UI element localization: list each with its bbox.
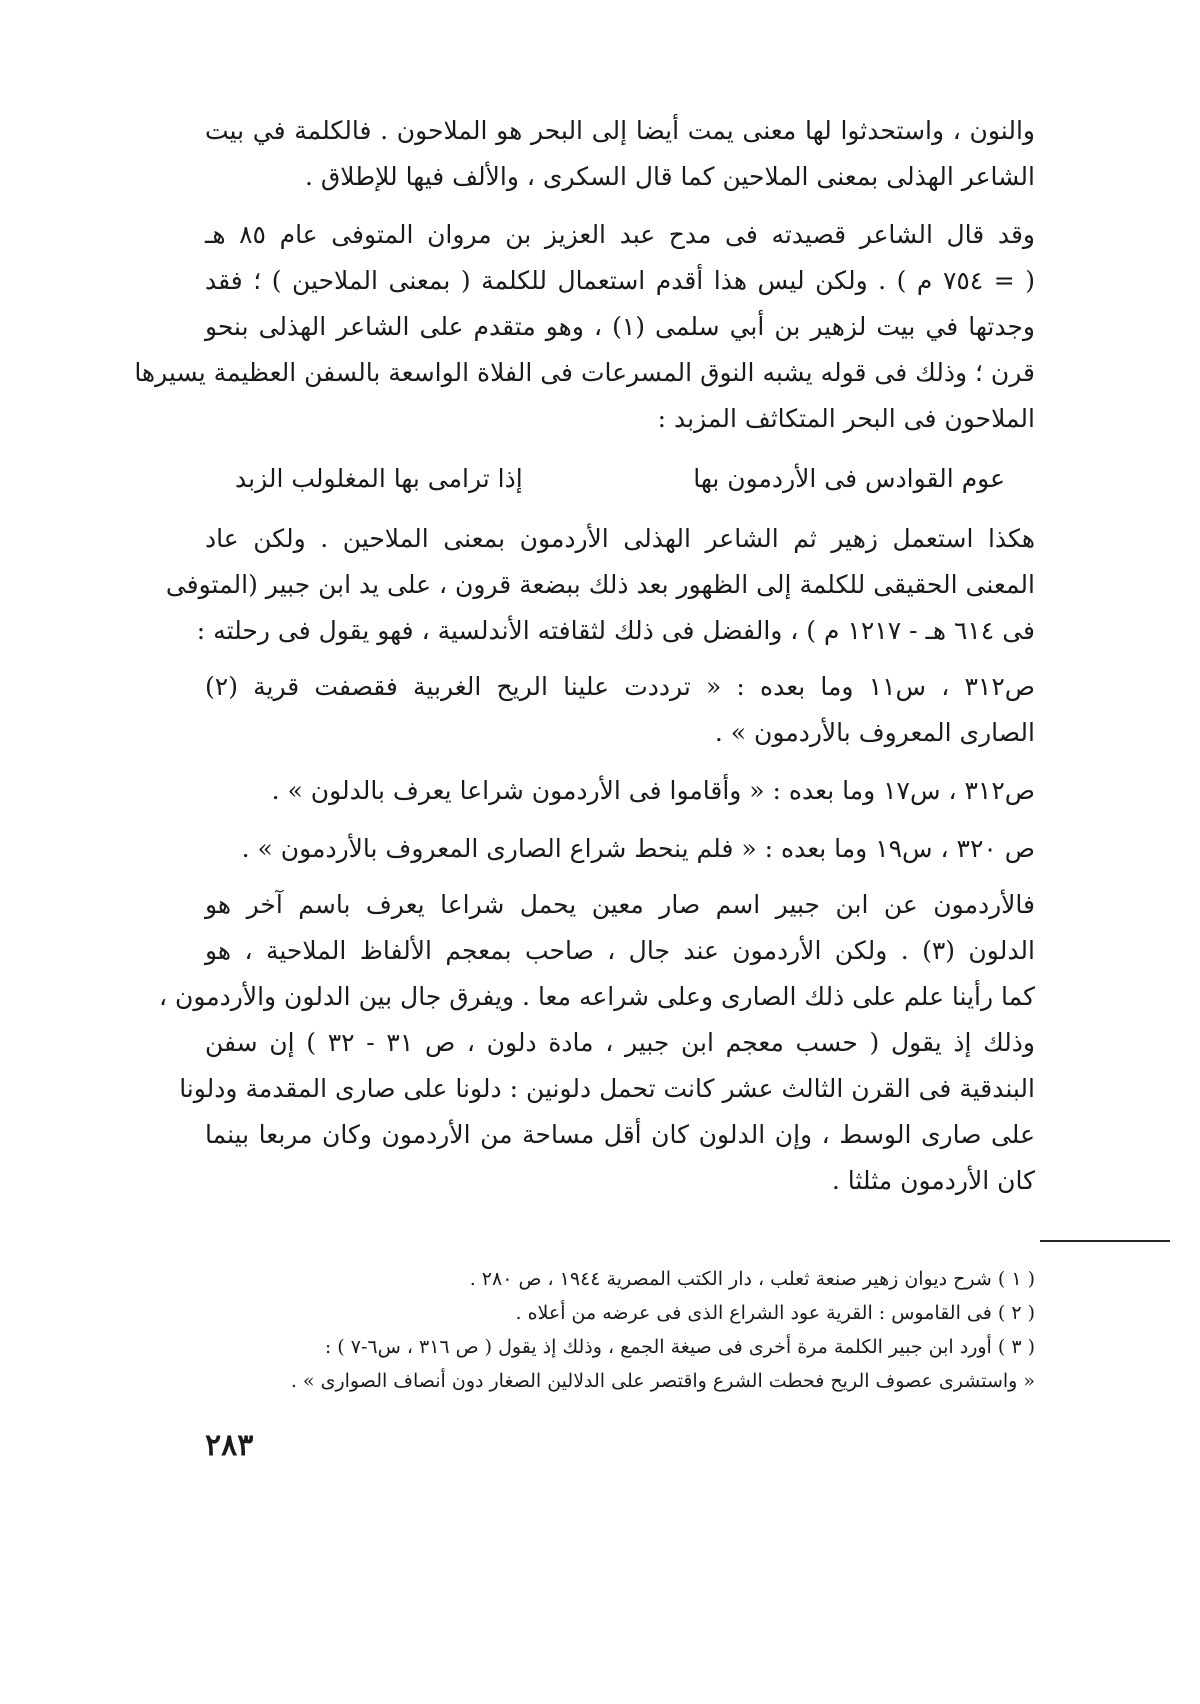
text-line: فى ٦١٤ هـ - ١٢١٧ م ) ، والفضل فى ذلك لثقافته الأندلسية ، فهو يقول فى رحلته : (196, 616, 1035, 645)
footnotes (205, 1262, 1035, 1398)
text-line: الدلون (٣) . ولكن الأردمون عند جال ، صاحب بمعجم الألفاظ الملاحية ، هو (205, 936, 1035, 965)
text-line: ص ٣٢٠ ، س١٩ وما بعده : « فلم ينحط شراع الصارى المعروف بالأردمون » . (241, 834, 1035, 863)
footnote-3-continuation: « واستشرى عصوف الريح فحطت الشرع واقتصر على الدلالين الصغار دون أنصاف الصوارى » . (290, 1370, 1035, 1392)
text-line: كما رأينا علم على ذلك الصارى وعلى شراعه معا . ويفرق جال بين الدلون والأردمون ، (158, 982, 1035, 1011)
verse-second-hemistich: إذا ترامى بها المغلولب الزبد (235, 464, 523, 493)
text-line: الصارى المعروف بالأردمون » . (714, 718, 1035, 747)
text-line: المعنى الحقيقى للكلمة إلى الظهور بعد ذلك ببضعة قرون ، على يد ابن جبير (المتوفى (165, 570, 1035, 599)
text-line: فالأردمون عن ابن جبير اسم صار معين يحمل شراعا يعرف باسم آخر هو (205, 890, 1035, 919)
paragraph-1 (205, 108, 1035, 200)
text-line: البندقية فى القرن الثالث عشر كانت تحمل دلونين : دلونا على صارى المقدمة ودلونا (179, 1074, 1035, 1103)
footnote-3: ( ٣ ) أورد ابن جبير الكلمة مرة أخرى فى صيغة الجمع ، وذلك إذ يقول ( ص ٣١٦ ، س٦-٧ ) : (324, 1336, 1035, 1358)
text-line: ص٣١٢ ، س١١ وما بعده : « ترددت علينا الريح الغربية فقصفت قرية (٢) (205, 672, 1036, 701)
paragraph-4 (158, 882, 1035, 1204)
text-line: الشاعر الهذلى بمعنى الملاحين كما قال السكرى ، والألف فيها للإطلاق . (305, 162, 1035, 191)
page-number: ٢٨٣ (205, 1428, 254, 1463)
text-line: ( = ٧٥٤ م ) . ولكن ليس هذا أقدم استعمال للكلمة ( بمعنى الملاحين ) ؛ فقد (205, 266, 1035, 295)
quote-3 (205, 826, 1035, 872)
poem-verse (205, 456, 1035, 502)
text-line: والنون ، واستحدثوا لها معنى يمت أيضا إلى البحر هو الملاحون . فالكلمة في بيت (205, 116, 1035, 145)
text-line: الملاحون فى البحر المتكاثف المزبد : (657, 404, 1035, 433)
footnote-separator (1040, 1240, 1170, 1242)
footnote-1: ( ١ ) شرح ديوان زهير صنعة ثعلب ، دار الكتب المصرية ١٩٤٤ ، ص ٢٨٠ . (469, 1268, 1035, 1290)
text-line: وجدتها في بيت لزهير بن أبي سلمى (١) ، وهو متقدم على الشاعر الهذلى بنحو (205, 312, 1035, 341)
footnote-2: ( ٢ ) فى القاموس : القرية عود الشراع الذى فى عرضه من أعلاه . (515, 1302, 1035, 1324)
text-line: وقد قال الشاعر قصيدته فى مدح عبد العزيز بن مروان المتوفى عام ٨٥ هـ (205, 220, 1035, 249)
quote-2 (205, 768, 1035, 814)
text-line: هكذا استعمل زهير ثم الشاعر الهذلى الأردمون بمعنى الملاحين . ولكن عاد (205, 524, 1035, 553)
verse-first-hemistich: عوم القوادس فى الأردمون بها (693, 464, 1005, 493)
paragraph-3 (165, 516, 1035, 654)
paragraph-2 (134, 212, 1035, 442)
text-line: قرن ؛ وذلك فى قوله يشبه النوق المسرعات فى الفلاة الواسعة بالسفن العظيمة يسيرها (134, 358, 1035, 387)
text-line: وذلك إذ يقول ( حسب معجم ابن جبير ، مادة دلون ، ص ٣١ - ٣٢ ) إن سفن (205, 1028, 1035, 1057)
text-line: كان الأردمون مثلثا . (831, 1166, 1035, 1195)
quote-1 (205, 664, 1035, 756)
text-line: ص٣١٢ ، س١٧ وما بعده : « وأقاموا فى الأردمون شراعا يعرف بالدلون » . (271, 776, 1035, 805)
text-line: على صارى الوسط ، وإن الدلون كان أقل مساحة من الأردمون وكان مربعا بينما (205, 1120, 1035, 1149)
